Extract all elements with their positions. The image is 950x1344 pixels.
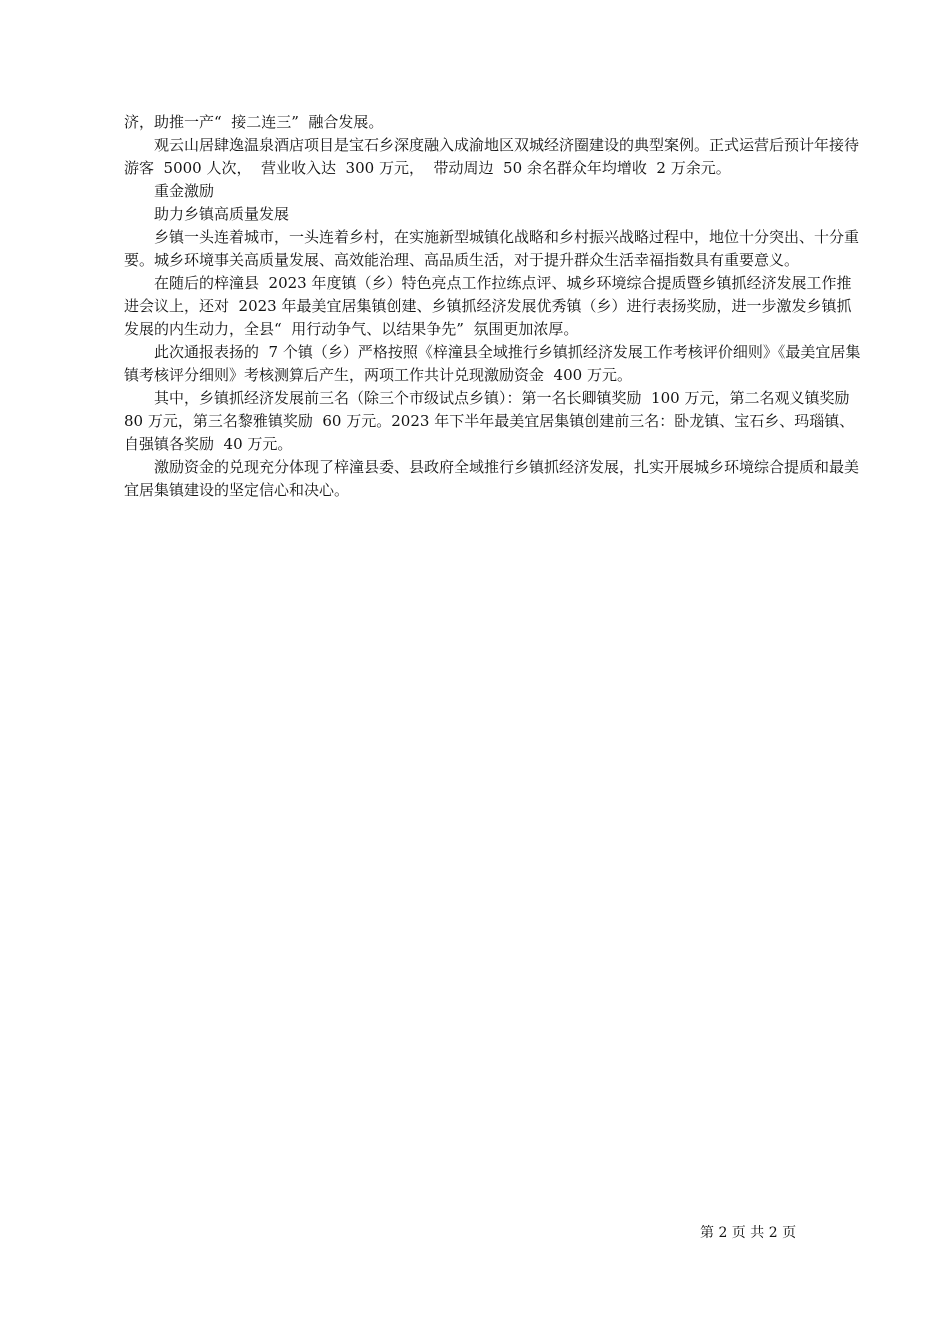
- page-number: 第 2 页 共 2 页: [700, 1225, 797, 1241]
- paragraph-continuation: 济，助推一产“ 接二连三” 融合发展。: [124, 113, 384, 131]
- paragraph-township-role: 乡镇一头连着城市，一头连着乡村，在实施新型城镇化战略和乡村振兴战略过程中，地位十分突出、十分重要。城乡环境事关高质量发展、高效能治理、高品质生活，对于提升群众生活幸福指数具有重要意义。: [124, 228, 860, 269]
- document-body: [124, 111, 864, 502]
- paragraph-assessment: 此次通报表扬的 7 个镇（乡）严格按照《梓潼县全域推行乡镇抓经济发展工作考核评价细则》《最美宜居集镇考核评分细则》考核测算后产生，两项工作共计兑现激励资金 400 万元。: [124, 343, 861, 384]
- paragraph-meeting: 在随后的梓潼县 2023 年度镇（乡）特色亮点工作拉练点评、城乡环境综合提质暨乡镇抓经济发展工作推进会议上，还对 2023 年最美宜居集镇创建、乡镇抓经济发展优秀镇（乡）进行表扬奖励，进一步激发乡镇抓发展的内生动力，全县“ 用行动争气、以结果争先” 氛围更加浓厚。: [124, 274, 852, 338]
- section-subheading: 助力乡镇高质量发展: [154, 205, 290, 223]
- paragraph-rankings: 其中，乡镇抓经济发展前三名（除三个市级试点乡镇）：第一名长卿镇奖励 100 万元，第二名观义镇奖励 80 万元，第三名黎雅镇奖励 60 万元。2023 年下半年最美宜居集镇创建前三名：卧龙镇、宝石乡、玛瑙镇、自强镇各奖励 40 万元。: [124, 389, 859, 453]
- paragraph-hotel-project: 观云山居肆逸温泉酒店项目是宝石乡深度融入成渝地区双城经济圈建设的典型案例。正式运营后预计年接待游客 5000 人次， 营业收入达 300 万元， 带动周边 50 余名群众年均增收 2 万余元。: [124, 136, 860, 177]
- paragraph-conclusion: 激励资金的兑现充分体现了梓潼县委、县政府全域推行乡镇抓经济发展，扎实开展城乡环境综合提质和最美宜居集镇建设的坚定信心和决心。: [124, 458, 860, 499]
- section-heading: 重金激励: [154, 182, 215, 200]
